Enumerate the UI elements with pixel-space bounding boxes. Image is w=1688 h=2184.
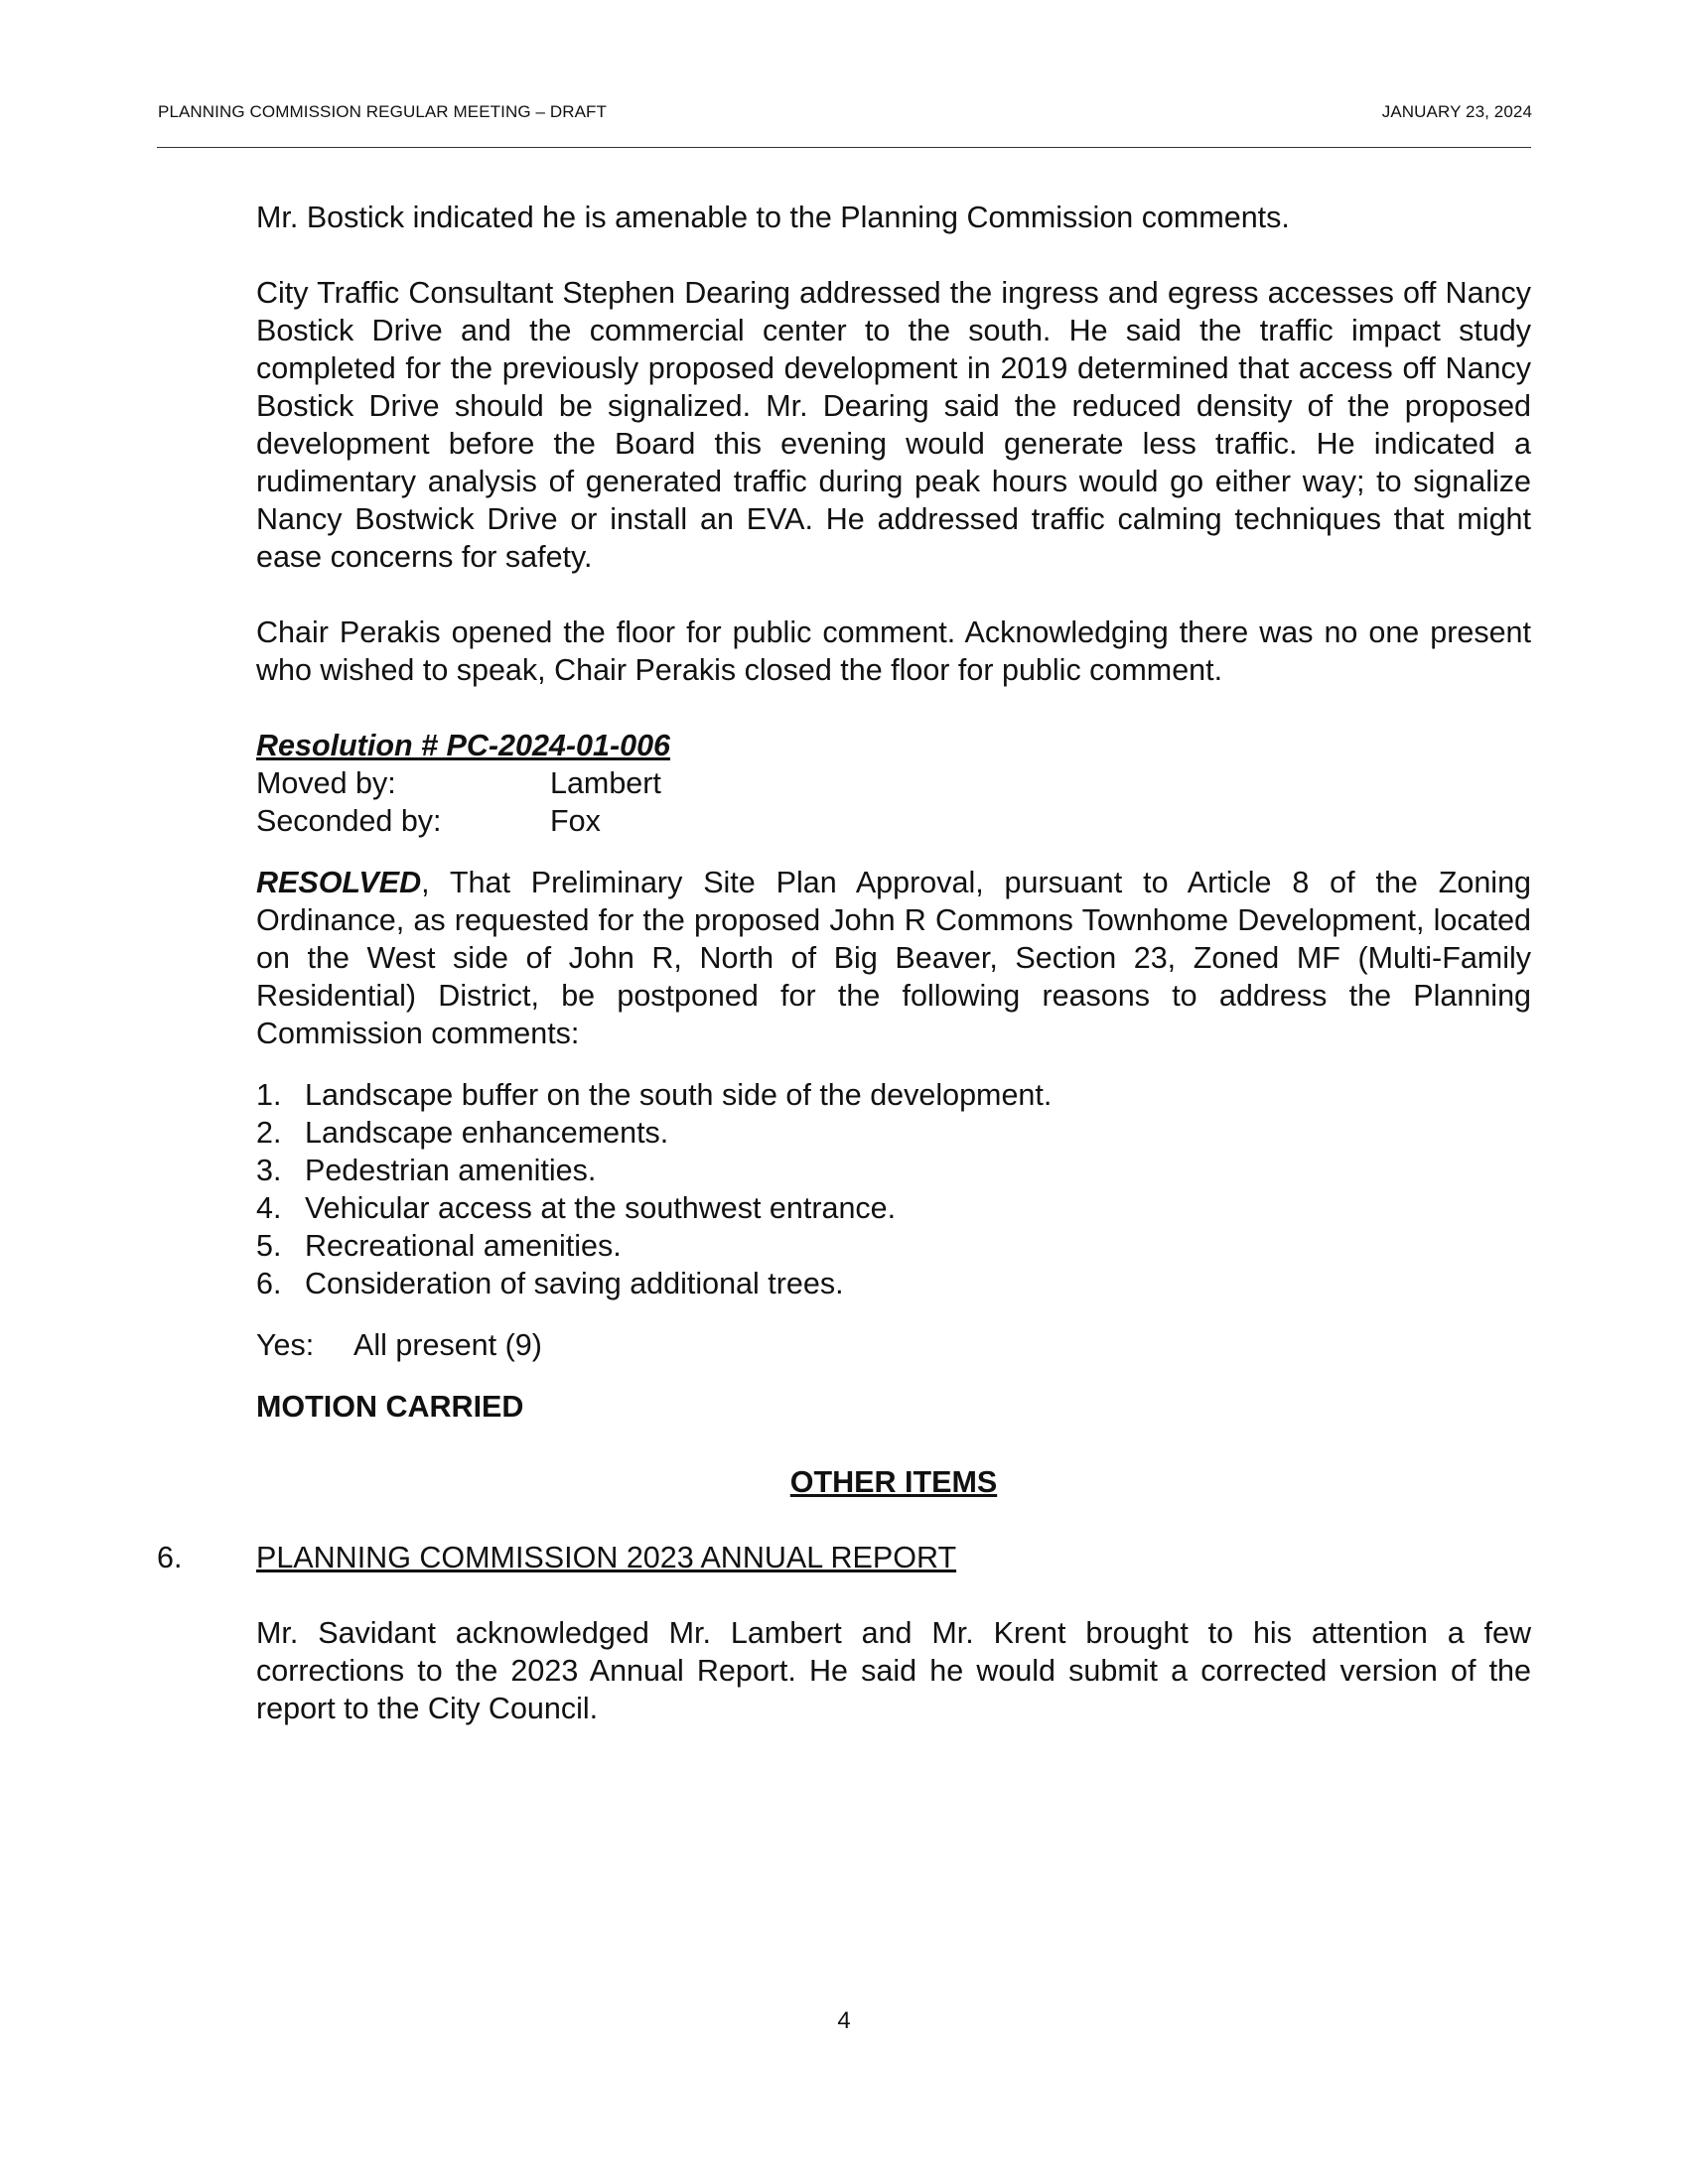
list-item bbox=[256, 1265, 1531, 1302]
motion-result: MOTION CARRIED bbox=[256, 1390, 524, 1424]
header-date: JANUARY 23, 2024 bbox=[1381, 102, 1532, 121]
list-item bbox=[256, 1227, 1531, 1265]
seconded-by-label: Seconded by: bbox=[256, 804, 442, 838]
agenda-item-6 bbox=[157, 1539, 1531, 1576]
list-item bbox=[256, 1114, 1531, 1152]
page-number: 4 bbox=[837, 2007, 851, 2034]
resolved-text: , That Preliminary Site Plan Approval, pursuant to Article 8 of the Zoning Ordinance, as requested for the proposed John R Commons Townhome Development, located on the West side of John R, North of Big Beaver, Section 23, Zoned MF (Multi-Family Residential) District, be postponed for the following reasons to address the Planning Commission comments: bbox=[256, 866, 1531, 1050]
paragraph-bostick: Mr. Bostick indicated he is amenable to the Planning Commission comments. bbox=[256, 201, 1290, 234]
resolution-title-text: Resolution # PC-2024-01-006 bbox=[256, 729, 670, 762]
list-item-text: Recreational amenities. bbox=[305, 1229, 622, 1263]
resolution-title bbox=[256, 727, 1531, 764]
resolved-keyword: RESOLVED bbox=[256, 866, 422, 899]
list-item-text: Landscape enhancements. bbox=[305, 1116, 669, 1150]
list-item bbox=[256, 1189, 1531, 1227]
vote-value: All present (9) bbox=[353, 1328, 542, 1362]
moved-by-row bbox=[256, 764, 1531, 802]
header-divider bbox=[157, 147, 1531, 148]
vote-label: Yes: bbox=[256, 1328, 315, 1362]
header-meeting-title: PLANNING COMMISSION REGULAR MEETING – DRAFT bbox=[158, 102, 608, 121]
paragraph-annual-report: Mr. Savidant acknowledged Mr. Lambert and Mr. Krent brought to his attention a few corrections to the 2023 Annual Report. He said he would submit a corrected version of the report to the City Council. bbox=[256, 1616, 1531, 1725]
seconded-by-value: Fox bbox=[550, 804, 601, 838]
vote-row bbox=[256, 1326, 1531, 1364]
paragraph-traffic-consultant: City Traffic Consultant Stephen Dearing addressed the ingress and egress accesses off Nancy Bostick Drive and the commercial center to the south. He said the traffic impact study completed for the previously proposed development in 2019 determined that access off Nancy Bostick Drive should be signalized. Mr. Dearing said the reduced density of the proposed development before the Board this evening would generate less traffic. He indicated a rudimentary analysis of generated traffic during peak hours would go either way; to signalize Nancy Bostwick Drive or install an EVA. He addressed traffic calming techniques that might ease concerns for safety. bbox=[256, 276, 1531, 574]
agenda-item-title: PLANNING COMMISSION 2023 ANNUAL REPORT bbox=[256, 1541, 957, 1574]
list-item-number: 6. bbox=[256, 1267, 282, 1300]
paragraph-public-comment: Chair Perakis opened the floor for public comment. Acknowledging there was no one present who wished to speak, Chair Perakis closed the floor for public comment. bbox=[256, 615, 1531, 687]
list-item-text: Landscape buffer on the south side of the development. bbox=[305, 1078, 1053, 1112]
minutes-body bbox=[157, 199, 1531, 1727]
reasons-list bbox=[256, 1076, 1531, 1302]
list-item-number: 5. bbox=[256, 1229, 282, 1263]
moved-by-label: Moved by: bbox=[256, 766, 396, 800]
moved-by-value: Lambert bbox=[550, 766, 661, 800]
list-item-number: 3. bbox=[256, 1154, 282, 1187]
list-item-text: Pedestrian amenities. bbox=[305, 1154, 597, 1187]
list-item bbox=[256, 1076, 1531, 1114]
agenda-item-number: 6. bbox=[157, 1541, 183, 1574]
list-item-text: Vehicular access at the southwest entrance. bbox=[305, 1191, 897, 1225]
seconded-by-row bbox=[256, 802, 1531, 840]
resolved-paragraph bbox=[256, 864, 1531, 1052]
section-heading-other-items: OTHER ITEMS bbox=[789, 1465, 998, 1499]
list-item-number: 1. bbox=[256, 1078, 282, 1112]
list-item-number: 2. bbox=[256, 1116, 282, 1150]
list-item-number: 4. bbox=[256, 1191, 282, 1225]
list-item-text: Consideration of saving additional trees. bbox=[305, 1267, 844, 1300]
list-item bbox=[256, 1152, 1531, 1189]
